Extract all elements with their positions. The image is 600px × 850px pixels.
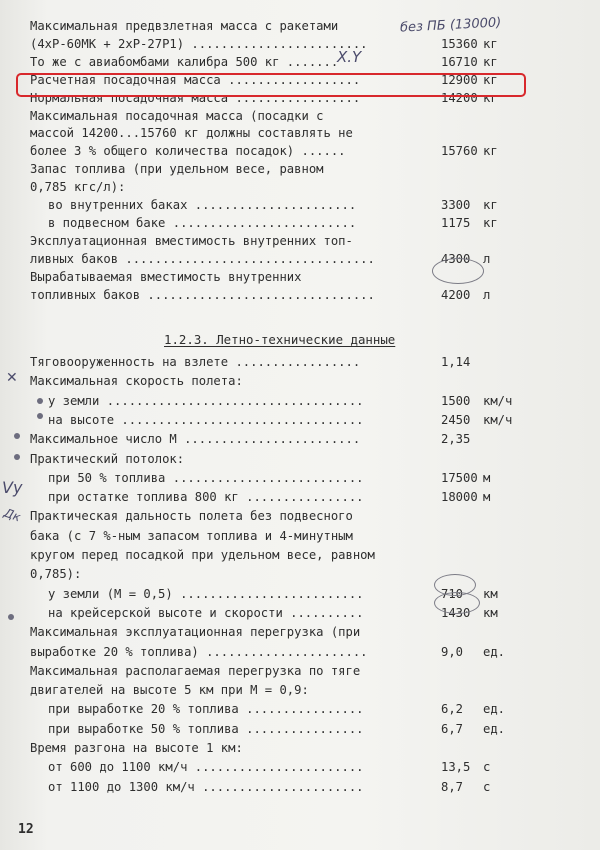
spec-value: 14200 [441,90,478,105]
spec-unit: м [483,470,491,485]
spec-row [0,777,600,797]
spec-row [0,719,600,739]
spec-unit: км/ч [483,412,513,427]
spec-label: на высоте ................................. [48,412,364,427]
spec-unit: кг [483,36,498,51]
spec-row [0,391,600,411]
spec-unit: км [483,586,498,601]
value-circle-mark [432,258,484,284]
spec-value: 2450 [441,412,471,427]
spec-row [0,526,600,546]
spec-label: кругом перед посадкой при удельном весе, равном [30,548,375,562]
section-title: 1.2.3. Летно-технические данные [164,332,396,347]
spec-label: Максимальная скорость полета: [30,374,243,389]
spec-label: Максимальная располагаемая перегрузка по тяге [30,663,361,678]
spec-value: 15760 [441,144,478,159]
spec-unit: кг [483,90,498,105]
spec-value: 1500 [441,393,471,408]
spec-label: во внутренних баках ...................... [48,198,357,212]
spec-label: Максимальная эксплуатационная перегрузка (при [30,625,361,640]
spec-label: при 50 % топлива .......................... [48,470,364,485]
spec-label: Тяговооруженность на взлете ................. [30,355,361,369]
spec-label: от 600 до 1100 км/ч ....................... [48,760,364,775]
spec-value: 1175 [441,215,471,230]
spec-value: 6,2 [441,702,464,717]
spec-value: 3300 [441,198,471,212]
spec-unit: л [483,287,491,302]
spec-value: 13,5 [441,760,471,775]
spec-value: 8,7 [441,779,464,794]
spec-unit: с [483,760,491,775]
spec-value: 18000 [441,490,478,505]
spec-value: 4200 [441,287,471,302]
highlight-box [16,73,526,97]
margin-dot [37,398,43,404]
spec-row [0,410,600,430]
spec-row [0,757,600,777]
spec-label: при выработке 50 % топлива ................ [48,721,364,736]
spec-row [0,506,600,526]
spec-row [0,429,600,449]
spec-value: 16710 [441,54,478,69]
spec-value: 12900 [441,72,478,87]
spec-label: (4хР-60МК + 2хР-27Р1) ........................ [30,36,368,51]
spec-label: Максимальная предвзлетная масса с ракетами [30,19,339,33]
spec-label: Практический потолок: [30,451,185,466]
spec-row [0,545,600,565]
spec-unit: с [483,779,491,794]
spec-row [0,622,600,642]
spec-label: Время разгона на высоте 1 км: [30,741,243,755]
spec-unit: кг [483,72,498,87]
margin-x-mark: ✕ [6,370,18,386]
spec-label: на крейсерской высоте и скорости .......... [48,605,364,620]
spec-row [0,487,600,507]
spec-label: Максимальное число М ........................ [30,432,361,447]
spec-unit: кг [483,54,498,69]
spec-row [0,371,600,391]
margin-dot [8,614,14,620]
spec-unit: л [483,251,491,266]
spec-label: Запас топлива (при удельном весе, равном [30,162,324,177]
spec-label: Вырабатываемая вместимость внутренних [30,269,302,284]
spec-value: 9,0 [441,644,464,659]
spec-label: 0,785 кгс/л): [30,180,126,195]
spec-value: 4300 [441,251,471,266]
spec-unit: км [483,605,498,620]
spec-label: у земли ................................... [48,393,364,408]
spec-row [0,564,600,584]
spec-label: при выработке 20 % топлива ................ [48,702,364,717]
spec-label: топливных баков ............................... [30,287,375,302]
spec-label: бака (с 7 %-ным запасом топлива и 4-минутным [30,528,353,543]
spec-label: Максимальная посадочная масса (посадки с [30,108,324,123]
spec-row [0,661,600,681]
spec-label: от 1100 до 1300 км/ч ...................... [48,779,364,794]
spec-label: в подвесном баке ......................... [48,215,357,230]
spec-unit: ед. [483,644,506,659]
spec-row [0,738,600,758]
spec-row [0,699,600,719]
margin-dot [14,433,20,439]
spec-label: двигателей на высоте 5 км при М = 0,9: [30,683,309,698]
margin-dot [14,454,20,460]
handwritten-margin-note: Дк [2,505,23,525]
spec-label: ливных баков .................................. [30,251,375,266]
handwritten-margin-vy: Vy [2,478,23,497]
spec-value: 1,14 [441,355,471,369]
handwritten-mark-xy: X.Y [337,48,362,66]
spec-label: Эксплуатационная вместимость внутренних топ- [30,233,353,248]
spec-unit: кг [483,198,498,212]
spec-unit: кг [483,144,498,159]
spec-unit: км/ч [483,393,513,408]
spec-value: 1430 [441,605,471,620]
handwritten-note-top: без ПБ (13000) [399,15,502,36]
spec-value: 710 [441,586,464,601]
spec-row [0,584,600,604]
spec-label: выработке 20 % топлива) ...................... [30,644,368,659]
spec-unit: ед. [483,721,506,736]
spec-label: Практическая дальность полета без подвесного [30,509,353,524]
page-number: 12 [18,822,34,837]
spec-label: Нормальная посадочная масса ................. [30,90,361,105]
spec-value: 17500 [441,470,478,485]
spec-label: массой 14200...15760 кг должны составлять не [30,126,353,141]
spec-unit: кг [483,215,498,230]
spec-label: То же с авиабомбами калибра 500 кг ....... [30,54,339,69]
spec-label: 0,785): [30,567,82,582]
spec-row [0,680,600,700]
spec-row [0,352,600,372]
value-circle-mark [434,592,480,614]
margin-dot [37,413,43,419]
spec-unit: ед. [483,702,506,717]
spec-value: 2,35 [441,432,471,447]
spec-row [0,449,600,469]
spec-unit: м [483,490,491,505]
spec-row [0,603,600,623]
spec-value: 6,7 [441,721,464,736]
spec-label: у земли (М = 0,5) ......................... [48,586,364,601]
spec-label: при остатке топлива 800 кг ................ [48,490,364,505]
spec-label: более 3 % общего количества посадок) ...... [30,144,346,159]
spec-label: Расчетная посадочная масса .................. [30,72,361,87]
spec-value: 15360 [441,36,478,51]
spec-row [0,285,600,305]
spec-row [0,468,600,488]
spec-row [0,642,600,662]
